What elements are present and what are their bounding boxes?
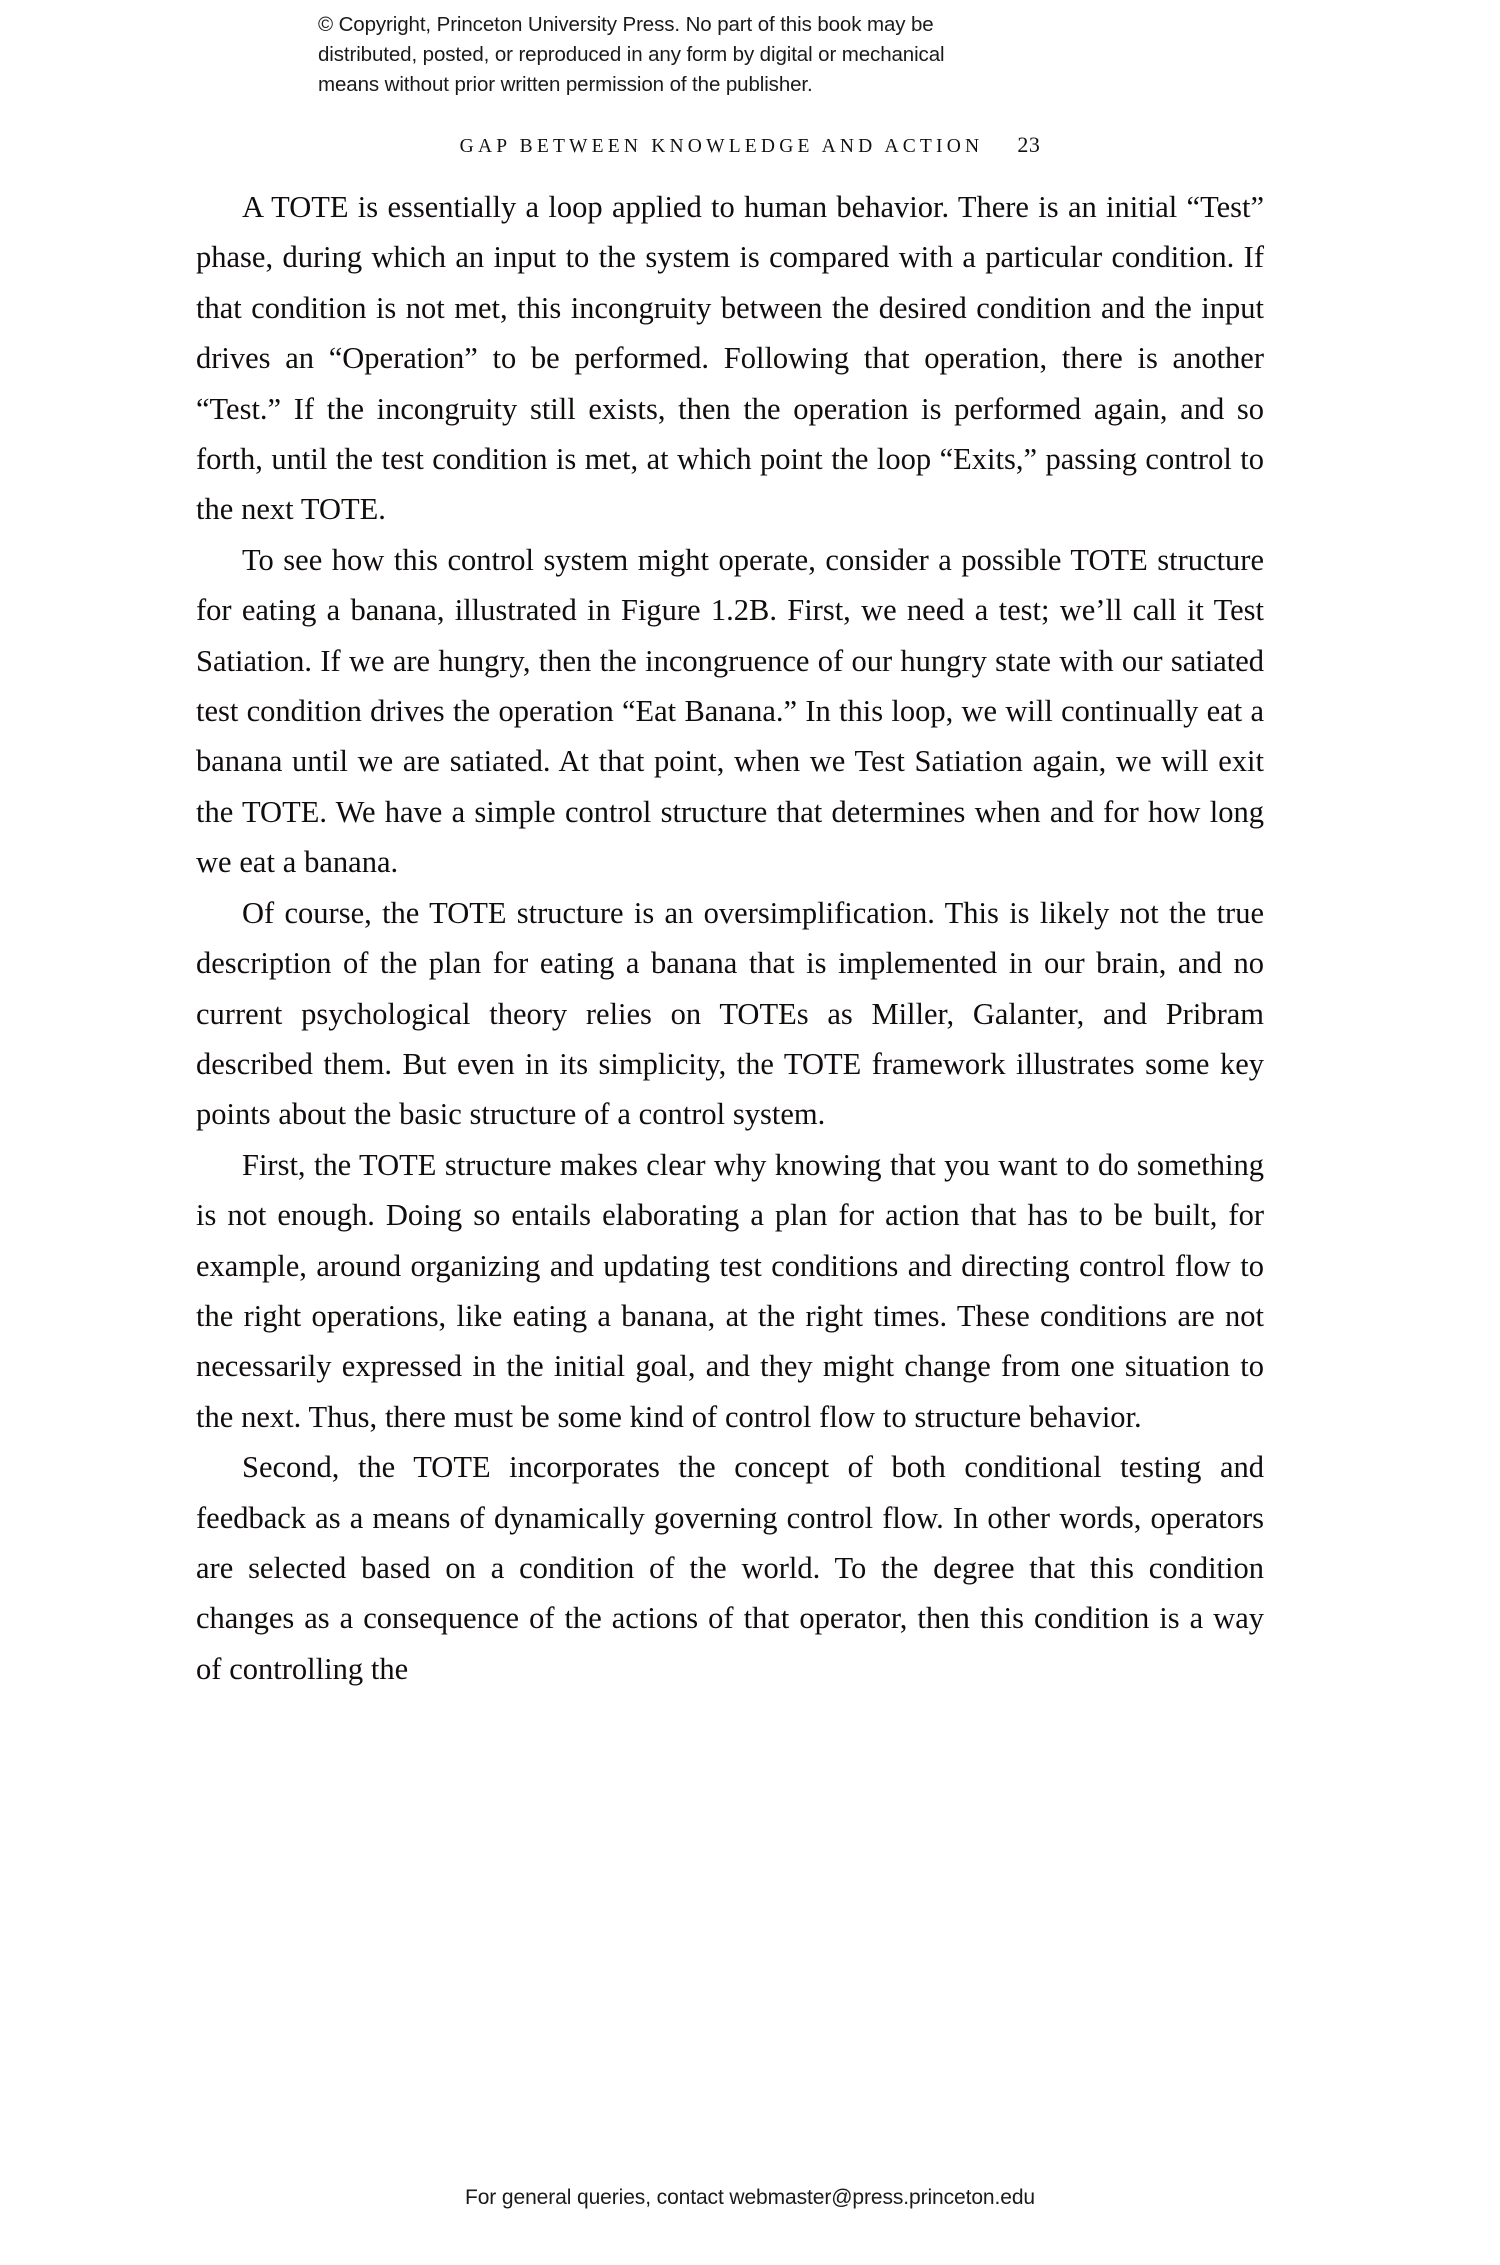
running-head-title: GAP BETWEEN KNOWLEDGE AND ACTION (459, 136, 984, 157)
paragraph: A TOTE is essentially a loop applied to human behavior. There is an initial “Test” phase, during which an input to the system is compared with a particular condition. If that condition is not met, this incongruity between the desired condition and the input drives an “Operation” to be performed. Following that operation, there is another “Test.” If the incongruity still exists, then the operation is performed again, and so forth, until the test condition is met, at which point the loop “Exits,” passing control to the next TOTE. (196, 190, 1264, 527)
paragraph: Second, the TOTE incorporates the concept of both conditional testing and feedback as a means of dynamically governing control flow. In other words, operators are selected based on a condition of the world. To the degree that this condition changes as a consequence of the actions of that operator, then this condition is a way of controlling the (196, 1450, 1264, 1686)
paragraph: First, the TOTE structure makes clear why knowing that you want to do something is not enough. Doing so entails elaborating a plan for action that has to be built, for example, around organizing and updating test conditions and directing control flow to the right operations, like eating a banana, at the right times. These conditions are not necessarily expressed in the initial goal, and they might change from one situation to the next. Thus, there must be some kind of control flow to structure behavior. (196, 1147, 1264, 1434)
copyright-line-3: means without prior written permission of the publisher. (318, 73, 813, 96)
paragraph: To see how this control system might operate, consider a possible TOTE structure for eating a banana, illustrated in Figure 1.2B. First, we need a test; we’ll call it Test Satiation. If we are hungry, then the incongruence of our hungry state with our satiated test condition drives the operation “Eat Banana.” In this loop, we will continually eat a banana until we are satiated. At that point, when we Test Satiation again, we will exit the TOTE. We have a simple control structure that determines when and for how long we eat a banana. (196, 542, 1264, 880)
footer-query-note: For general queries, contact webmaster@press.princeton.edu (465, 2186, 1035, 2209)
paragraph: Of course, the TOTE structure is an oversimplification. This is likely not the true description of the plan for eating a banana that is implemented in our brain, and no current psychological theory relies on TOTEs as Miller, Galanter, and Pribram described them. But even in its simplicity, the TOTE framework illustrates some key points about the basic structure of a control system. (196, 895, 1264, 1132)
running-head (0, 132, 1500, 158)
copyright-line-1: © Copyright, Princeton University Press. No part of this book may be (318, 13, 934, 36)
page-number: 23 (1017, 132, 1041, 157)
body-text-column (196, 182, 1264, 1694)
copyright-line-2: distributed, posted, or reproduced in any form by digital or mechanical (318, 43, 945, 66)
copyright-notice (318, 10, 1178, 100)
